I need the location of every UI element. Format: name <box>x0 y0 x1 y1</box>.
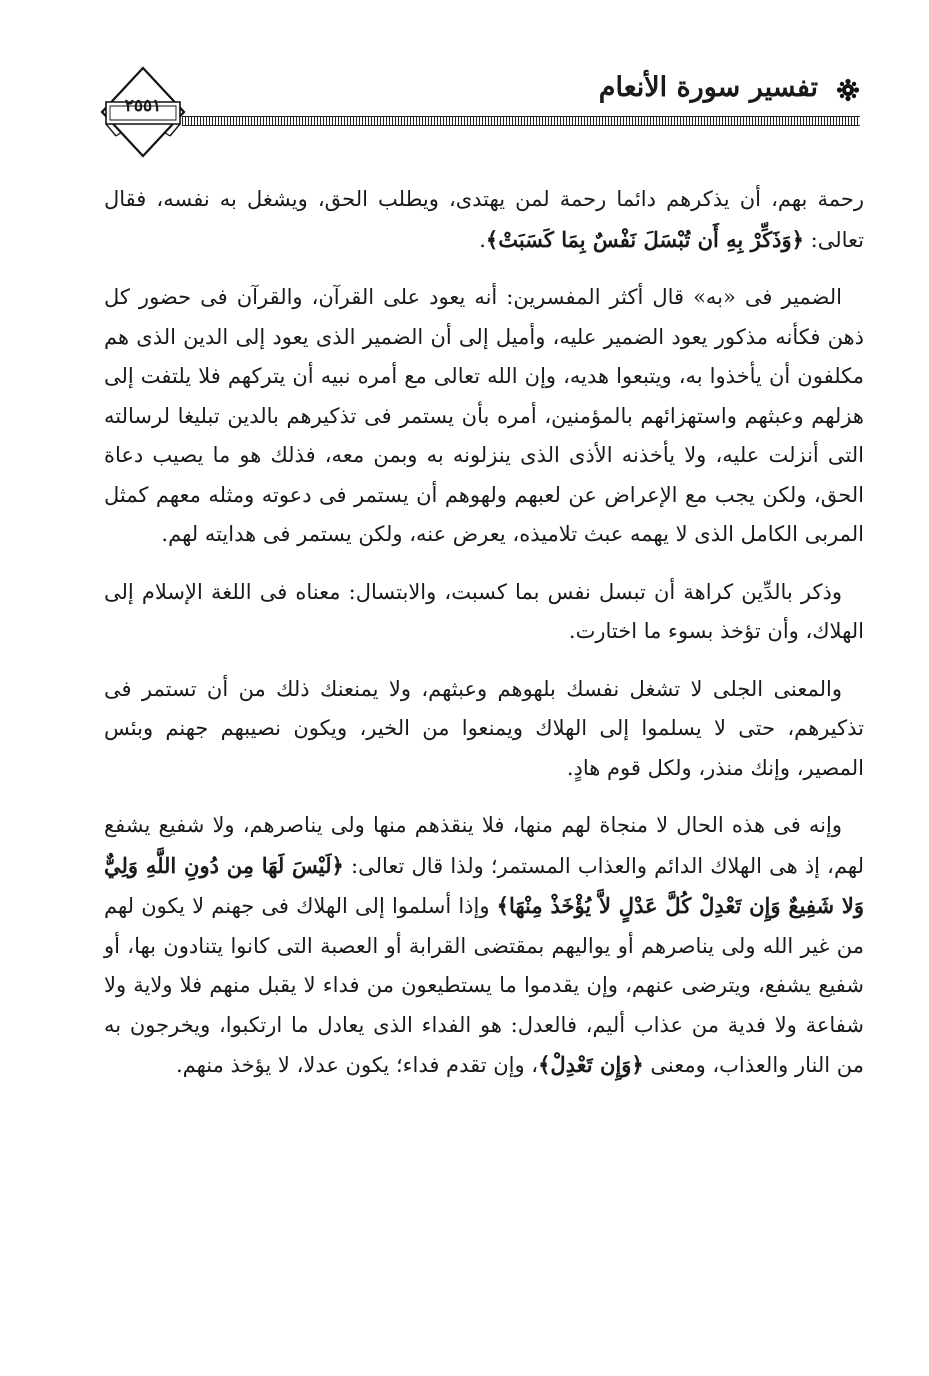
page-header <box>100 60 870 160</box>
quran-verse: ﴿لَيْسَ لَهَا مِن دُونِ اللَّهِ وَلِيٌّ وَلا شَفِيعٌ وَإِن تَعْدِلْ كُلَّ عَدْلٍ لاَّ يُؤْخَذْ مِنْهَا﴾ <box>104 852 864 918</box>
running-title: تفسير سورة الأنعام <box>598 72 818 103</box>
paragraph-text: . <box>479 227 486 252</box>
paragraph-text: الضمير فى «به» قال أكثر المفسرين: أنه يعود على القرآن، والقرآن فى حضور كل ذهن فكأنه مذكور يعود الضمير عليه، وأميل إلى أن الضمير الذى يعود إلى الدين الذى هم مكلفون أن يأخذوا به، ويتبعوا هديه، وإن الله تعالى مع أمره نبيه أن يتركهم فلا يلتفت إلى هزلهم وعبثهم واستهزائهم بالمؤمنين، أمره بأن يستمر فى تذكيرهم بالدين تبليغا لرسالته التى أنزلت عليه، ولا يأخذنه الأذى الذى ينزلونه به وبمن معه، فذلك هو ما يصيب دعاة الحق، ولكن يجب مع الإعراض عن لعبهم ولهوهم أن يستمر فى دعوته ومثله معهم كمثل المربى الكامل الذى لا يهمه عبث تلاميذه، يعرض عنه، ولكن يستمر فى هدايته لهم. <box>104 285 864 546</box>
paragraph-text: ، وإن تقدم فداء؛ يكون عدلا، لا يؤخذ منهم. <box>175 1053 539 1077</box>
body-paragraph <box>104 180 864 260</box>
header-rule <box>182 116 860 126</box>
paragraph-text: وذكر بالدِّين كراهة أن تبسل نفس بما كسبت، والابتسال: معناه فى اللغة الإسلام إلى الهلاك، وأن تؤخذ بسوء ما اختارت. <box>104 579 864 643</box>
paragraph-text: رحمة بهم، أن يذكرهم دائما رحمة لمن يهتدى، ويطلب الحق، ويشغل به نفسه، فقال تعالى: <box>104 187 864 252</box>
paragraph-text: والمعنى الجلى لا تشغل نفسك بلهوهم وعبثهم، ولا يمنعنك ذلك من أن تستمر فى تذكيرهم، حتى لا يسلموا إلى الهلاك ويمنعوا من الخير، ويكون نصيبهم جهنم وبئس المصير، وإنك منذر، ولكل قوم هادٍ. <box>104 676 864 780</box>
page-number: ٢٥٥١ <box>124 96 162 116</box>
paragraph-text: وإنه فى هذه الحال لا منجاة لهم منها، فلا ينقذهم منها ولى يناصرهم، ولا شفيع يشفع لهم، إذ هى الهلاك الدائم والعذاب المستمر؛ ولذا قال تعالى: <box>104 813 864 878</box>
body-paragraph <box>104 573 864 652</box>
body-paragraph <box>104 278 864 555</box>
quran-verse: ﴿وَإِن تَعْدِلْ﴾ <box>538 1052 644 1077</box>
quran-verse: ﴿وَذَكِّرْ بِهِ أَن تُبْسَلَ نَفْسٌ بِمَا كَسَبَتْ﴾ <box>485 226 804 252</box>
flower-ornament-icon <box>836 78 860 102</box>
page-body <box>104 180 864 1104</box>
body-paragraph <box>104 670 864 789</box>
paragraph-text: وإذا أسلموا إلى الهلاك فى جهنم لا يكون لهم من غير الله ولى يناصرهم أو يواليهم بمقتضى القرابة أو العصبة التى كانوا يتنادون بها، أو شفيع يشفع، ويترضى عنهم، وإن يقدموا ما يستطيعون من فداء لا يقبل منهم فلا ولاية ولا شفاعة ولا فدية من عذاب أليم، فالعدل: هو الفداء الذى يعادل ما ارتكبوا، ويخرجون به من النار والعذاب، ومعنى <box>104 894 864 1077</box>
body-paragraph <box>104 806 864 1086</box>
